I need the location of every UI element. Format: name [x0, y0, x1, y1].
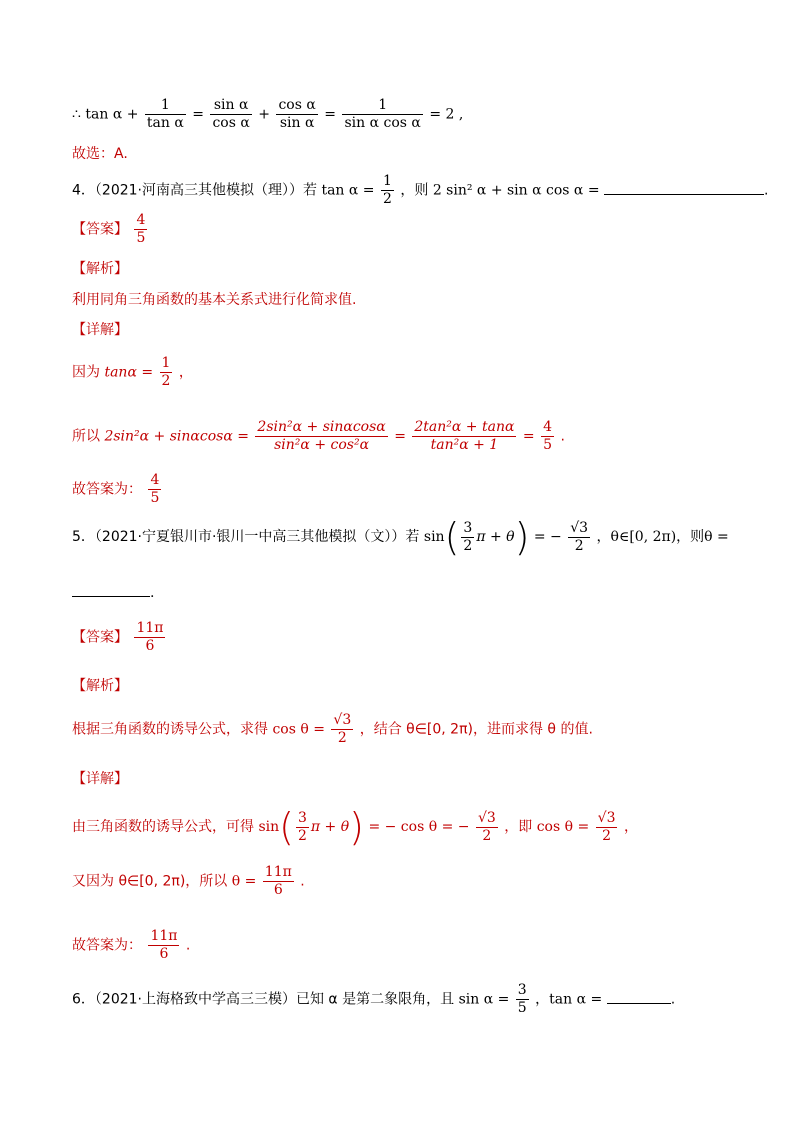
- fraction-sin-over-cos: [210, 97, 251, 132]
- final-label: 故答案为：: [72, 481, 142, 498]
- frac-num: 3: [463, 519, 473, 536]
- comma: ，: [178, 364, 193, 381]
- final-answer-4: [72, 472, 163, 507]
- frac-num: 11π: [264, 864, 292, 880]
- frac-num: 2tan²α + tanα: [414, 419, 515, 435]
- choice-line: 故选：A.: [72, 146, 128, 162]
- frac-den: 5: [150, 490, 160, 506]
- fraction-cos-over-sin: [276, 97, 317, 132]
- frac-num: 2sin²α + sinαcosα: [257, 419, 386, 435]
- equation-line-top: [72, 97, 463, 132]
- so-expression: 2sin²α + sinαcosα =: [104, 428, 249, 445]
- equation-tail: = 2 ,: [429, 106, 464, 123]
- equals-sign: =: [324, 106, 336, 123]
- final-label: 故答案为：: [72, 937, 142, 954]
- sin-func: sin: [423, 529, 445, 545]
- frac-num: 4: [543, 419, 552, 435]
- angle-tail: π + θ: [476, 529, 515, 545]
- because-text: 因为: [72, 364, 100, 381]
- question-4-expression: 2 sin² α + sin α cos α =: [432, 182, 600, 199]
- fraction-1-over-sincos: [342, 97, 422, 132]
- frac-den: 2: [382, 191, 392, 207]
- frac-den: 2: [482, 827, 492, 844]
- frac-den: 2: [297, 827, 307, 844]
- frac-den: 6: [159, 946, 169, 962]
- question-4-prefix: 4．（2021·河南高三其他模拟（理））若: [72, 182, 317, 199]
- frac-num: 1: [382, 173, 392, 189]
- detail-line-5-2: [72, 864, 305, 899]
- analysis-tag-4: 【解析】: [72, 261, 128, 277]
- fraction-three-halves: [461, 520, 474, 555]
- period: .: [300, 873, 305, 890]
- frac-den: 5: [517, 1000, 527, 1016]
- tan-condition: tan α =: [321, 182, 375, 199]
- answer-row-4: [72, 212, 149, 247]
- therefore-symbol: ∴: [72, 106, 81, 123]
- frac-den: sin²α + cos²α: [274, 437, 370, 453]
- answer-blank: [607, 1003, 671, 1004]
- frac-num: sin α: [210, 97, 251, 115]
- frac-den: 2: [574, 537, 584, 554]
- frac-num: 11π: [150, 928, 178, 944]
- so-text: 所以: [72, 428, 100, 445]
- frac-den: sin α cos α: [344, 115, 421, 131]
- analysis-tag-5: 【解析】: [72, 678, 128, 694]
- final-answer-5: [72, 928, 190, 963]
- frac-den: cos α: [212, 115, 250, 131]
- neg-cos-eq: = − cos θ = −: [368, 819, 470, 835]
- frac-den: 2: [161, 373, 171, 389]
- frac-den: 2: [463, 537, 473, 554]
- frac-den: 6: [145, 638, 155, 654]
- plus-sign: +: [258, 106, 270, 123]
- detail-prefix: 由三角函数的诱导公式，可得: [72, 819, 254, 835]
- frac-den: 2: [602, 827, 612, 844]
- sin-func: sin: [258, 819, 280, 835]
- frac-num: √3: [570, 519, 589, 536]
- fraction-step-1: [255, 419, 387, 454]
- analysis-text-5: [72, 712, 593, 747]
- answer-fraction: [134, 620, 165, 655]
- period: .: [560, 428, 565, 445]
- theta-eq: θ =: [231, 873, 257, 890]
- analysis-text-4: 利用同角三角函数的基本关系式进行化简求值.: [72, 292, 357, 308]
- question-4: 4．（2021·河南高三其他模拟（理））若 tan α = $\frac{1}{2}$ ，则 2 sin² α + sin α cos α = .: [72, 173, 769, 207]
- final-fraction: [148, 928, 179, 963]
- period: .: [185, 937, 191, 954]
- frac-num: 3: [517, 982, 527, 998]
- frac-den: 5: [543, 437, 552, 453]
- question-6: [72, 982, 675, 1017]
- detail-tag-4: 【详解】: [72, 322, 128, 338]
- detail-tag-5: 【详解】: [72, 771, 128, 787]
- frac-num: √3: [477, 809, 496, 826]
- fraction-11pi-over-6: [263, 864, 294, 899]
- frac-num: √3: [333, 712, 352, 728]
- fraction-step-2: [412, 419, 516, 454]
- fraction-half: [160, 355, 173, 390]
- then-text: ，则: [400, 182, 429, 199]
- then-text: ，即: [504, 819, 533, 835]
- cos-eq: cos θ =: [272, 721, 325, 738]
- equals-minus: = −: [533, 529, 562, 545]
- fraction-step-3: [541, 419, 554, 454]
- frac-num: 3: [297, 809, 307, 826]
- detail-line-5-1: 由三角函数的诱导公式，可得 sin( $\frac{3}{2}$ π + θ) = − cos θ = − $\frac{√3}{2}$ ，即 cos θ = $\frac{√3}{2}$ ，: [72, 805, 638, 849]
- frac-num: cos α: [278, 97, 316, 113]
- frac-den: sin α: [279, 115, 315, 131]
- fraction-1-over-tan: [145, 97, 186, 132]
- answer-tag: 【答案】: [72, 629, 128, 646]
- final-fraction: [148, 472, 161, 507]
- frac-den: tan²α + 1: [430, 437, 499, 453]
- analysis-prefix: 根据三角函数的诱导公式，求得: [72, 721, 268, 738]
- fraction-sqrt3-over-2: [596, 810, 618, 845]
- frac-num: √3: [597, 809, 616, 826]
- detail-line-1: [72, 355, 193, 390]
- sin-condition: sin α =: [458, 991, 510, 1008]
- period: .: [670, 991, 676, 1008]
- frac-num: 4: [150, 472, 160, 488]
- fraction-three-halves: [296, 810, 309, 845]
- angle-tail: π + θ: [310, 819, 350, 835]
- answer-tag: 【答案】: [72, 221, 128, 238]
- frac-num: 11π: [136, 620, 164, 636]
- frac-den: 5: [136, 230, 146, 246]
- frac-den: 2: [337, 730, 347, 746]
- answer-fraction: [134, 212, 147, 247]
- fraction-sqrt3-over-2: [331, 712, 353, 747]
- equals-sign: =: [192, 106, 204, 123]
- answer-blank: [604, 194, 764, 195]
- question-5-prefix: 5．（2021·宁夏银川市·银川一中高三其他模拟（文））若: [72, 529, 420, 545]
- fraction-sqrt3-over-2: [568, 520, 590, 555]
- question-6-prefix: 6．（2021·上海格致中学高三三模）已知 α 是第二象限角，且: [72, 991, 455, 1008]
- answer-row-5: [72, 620, 167, 655]
- question-5: 5．（2021·宁夏银川市·银川一中高三其他模拟（文））若 sin( $\frac{3}{2}$ π + θ) = − $\frac{√3}{2}$ ，θ∈[0, 2π)，则θ =: [72, 515, 729, 559]
- frac-den: 6: [273, 882, 283, 898]
- fraction-half: [381, 173, 394, 208]
- fraction-sqrt3-over-2: [476, 810, 498, 845]
- tan-term: tan α +: [85, 106, 139, 123]
- frac-num: 1: [145, 97, 186, 115]
- condition-text: ，θ∈[0, 2π)，则θ =: [596, 529, 729, 545]
- analysis-suffix: ，结合 θ∈[0, 2π)，进而求得 θ 的值.: [359, 721, 593, 738]
- tan-value: tanα =: [104, 364, 154, 381]
- fraction-three-fifths: [516, 982, 529, 1017]
- cos-eq: cos θ =: [536, 819, 590, 835]
- detail-line-2: 所以 2sin²α + sinαcosα = $\frac{\text{2sin²α + sinαcosα}}{\text{sin²α + cos²α}}$ = $\frac{\text{2tan²α + tanα}}{\text{tan²α + 1}}$ = $\frac{4}{5}$ .: [72, 419, 565, 453]
- frac-num: 4: [136, 212, 146, 228]
- answer-blank-5: .: [72, 585, 154, 601]
- frac-num: 1: [161, 355, 171, 371]
- comma: ，: [623, 819, 638, 835]
- tan-question: ，tan α =: [535, 991, 603, 1008]
- frac-num: 1: [342, 97, 422, 115]
- frac-den: tan α: [146, 115, 184, 131]
- detail-prefix: 又因为 θ∈[0, 2π)，所以: [72, 873, 228, 890]
